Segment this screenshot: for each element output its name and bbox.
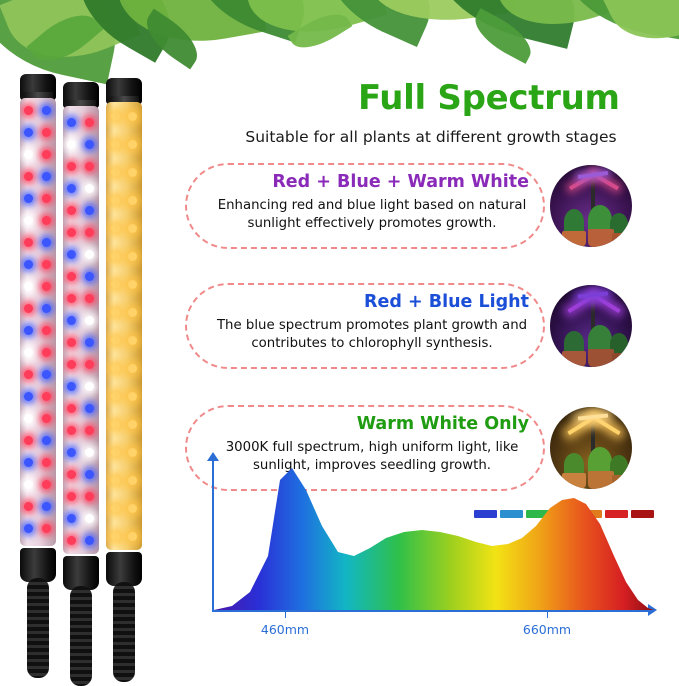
gooseneck-cord [113, 582, 135, 682]
feature-heading: Warm White Only [356, 414, 529, 434]
lamp-tube [20, 98, 56, 546]
feature-body: Enhancing red and blue light based on natural sunlight effectively promotes growth. [217, 198, 527, 231]
feature-heading: Red + Blue Light [364, 292, 529, 312]
feature-card-1 [185, 163, 545, 249]
lamp-endcap [20, 548, 56, 582]
spectrum-chart [196, 460, 666, 660]
feature-body: The blue spectrum promotes plant growth and contributes to chlorophyll synthesis. [216, 318, 528, 351]
page-title: Full Spectrum [358, 78, 620, 118]
chart-tick [285, 610, 286, 618]
chart-tick-label: 460mm [260, 622, 310, 637]
feature-thumbnail-1 [548, 163, 634, 249]
chart-tick-label: 660mm [522, 622, 572, 637]
gooseneck-cord [70, 586, 92, 686]
feature-body: 3000K full spectrum, high uniform light, like sunlight, improves seedling growth. [225, 440, 519, 473]
lamp-endcap [106, 552, 142, 586]
feature-heading: Red + Blue + Warm White [272, 172, 529, 192]
page-subtitle: Suitable for all plants at different growth stages [245, 128, 617, 146]
grow-light-bars [0, 60, 185, 668]
gooseneck-cord [27, 578, 49, 678]
lamp-bar-3 [106, 78, 142, 638]
chart-tick [547, 610, 548, 618]
spectrum-curve [214, 460, 654, 612]
lamp-bar-1 [20, 74, 56, 634]
lamp-bar-2 [63, 82, 99, 642]
lamp-cap [63, 82, 99, 108]
feature-thumbnail-2 [548, 283, 634, 369]
lamp-cap [20, 74, 56, 100]
lamp-endcap [63, 556, 99, 590]
lamp-tube [106, 102, 142, 550]
lamp-tube [63, 106, 99, 554]
feature-card-2 [185, 283, 545, 369]
lamp-cap [106, 78, 142, 104]
